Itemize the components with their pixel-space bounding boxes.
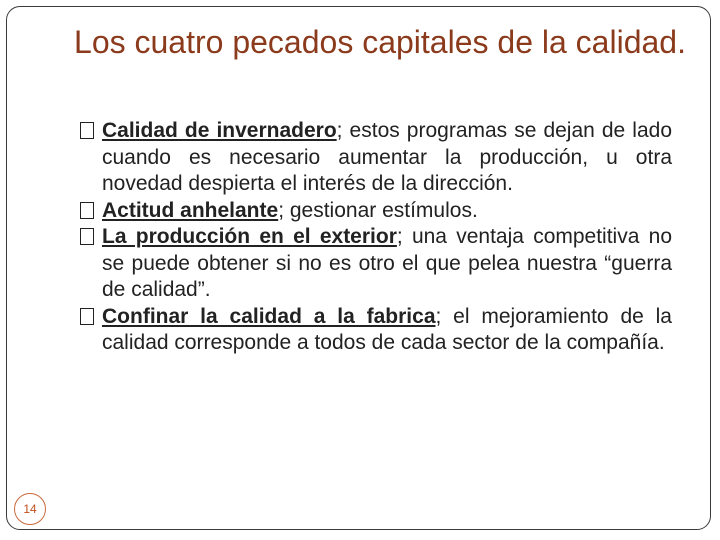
bullet-emphasis: La producción en el exterior <box>102 225 397 248</box>
bullet-box-icon <box>80 198 102 225</box>
bullet-emphasis: Actitud anhelante <box>102 198 279 222</box>
bullet-text: ; el mejoramiento de la calidad corresponde a todos de cada sector de la compañía. <box>102 304 672 354</box>
bullet-item <box>80 198 672 225</box>
bullet-item <box>80 224 672 304</box>
bullet-box-icon <box>80 304 102 331</box>
bullet-emphasis: Confinar la calidad a la fabrica <box>102 304 436 328</box>
bullet-item <box>80 118 672 198</box>
bullet-text: ; gestionar estímulos. <box>278 198 478 222</box>
bullet-box-icon <box>80 118 102 145</box>
page-number: 14 <box>14 493 46 525</box>
bullet-list <box>80 118 672 357</box>
bullet-box-icon <box>80 224 102 251</box>
bullet-text: ; estos programas se dejan de lado cuando es necesario aumentar la producción, u otra novedad despierta el interés de la dirección. <box>102 119 672 195</box>
slide-title: Los cuatro pecados capitales de la calidad. <box>74 24 686 60</box>
bullet-item <box>80 304 672 357</box>
bullet-emphasis: Calidad de invernadero <box>102 119 337 142</box>
bullet-text: ; una ventaja competitiva no se puede obtener si no es otro el que pelea nuestra “guerra de calidad”. <box>102 225 673 301</box>
